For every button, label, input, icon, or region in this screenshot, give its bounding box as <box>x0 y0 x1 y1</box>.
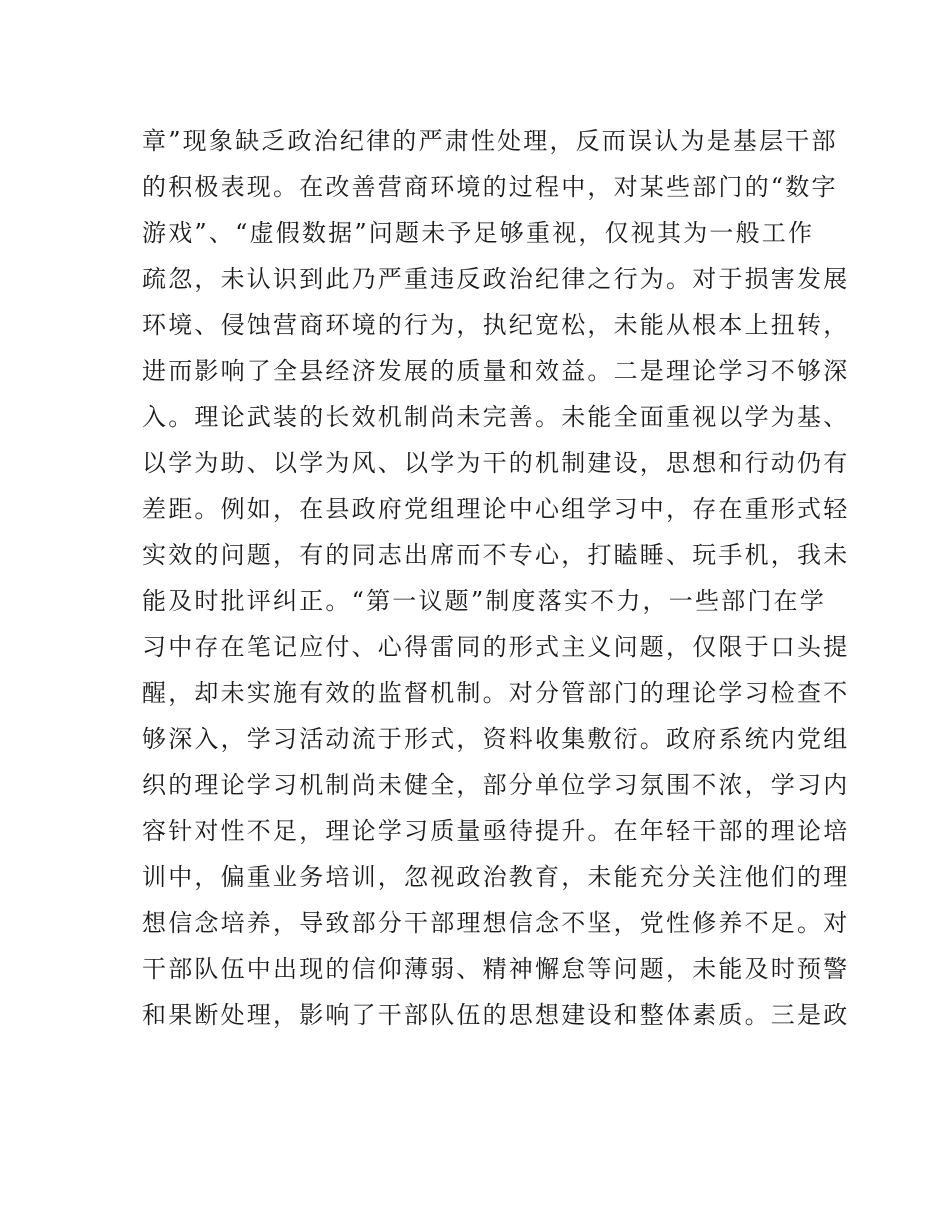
text-line: 入。理论武装的长效机制尚未完善。未能全面重视以学为基、 <box>142 403 850 431</box>
text-line: 干部队伍中出现的信仰薄弱、精神懈怠等问题，未能及时预警 <box>142 955 850 983</box>
text-line: 疏忽，未认识到此乃严重违反政治纪律之行为。对于损害发展 <box>142 265 850 293</box>
text-line: 差距。例如，在县政府党组理论中心组学习中，存在重形式轻 <box>142 495 850 523</box>
text-line: 的积极表现。在改善营商环境的过程中，对某些部门的“数字 <box>142 173 838 201</box>
text-line: 环境、侵蚀营商环境的行为，执纪宽松，未能从根本上扭转， <box>142 311 850 339</box>
text-line: 进而影响了全县经济发展的质量和效益。二是理论学习不够深 <box>142 357 850 385</box>
text-line: 章”现象缺乏政治纪律的严肃性处理，反而误认为是基层干部 <box>142 127 838 155</box>
text-line: 和果断处理，影响了干部队伍的思想建设和整体素质。三是政 <box>142 1001 850 1029</box>
body-text <box>142 118 850 1038</box>
text-line: 训中，偏重业务培训，忽视政治教育，未能充分关注他们的理 <box>142 863 850 891</box>
text-line: 织的理论学习机制尚未健全，部分单位学习氛围不浓，学习内 <box>142 771 850 799</box>
text-line: 实效的问题，有的同志出席而不专心，打瞌睡、玩手机，我未 <box>142 541 850 569</box>
text-line: 醒，却未实施有效的监督机制。对分管部门的理论学习检查不 <box>142 679 850 707</box>
text-line: 容针对性不足，理论学习质量亟待提升。在年轻干部的理论培 <box>142 817 850 845</box>
text-line: 够深入，学习活动流于形式，资料收集敷衍。政府系统内党组 <box>142 725 850 753</box>
text-line: 能及时批评纠正。“第一议题”制度落实不力，一些部门在学 <box>142 587 826 615</box>
text-line: 以学为助、以学为风、以学为干的机制建设，思想和行动仍有 <box>142 449 850 477</box>
text-line: 习中存在笔记应付、心得雷同的形式主义问题，仅限于口头提 <box>142 633 850 661</box>
text-line: 想信念培养，导致部分干部理想信念不坚，党性修养不足。对 <box>142 909 850 937</box>
text-line: 游戏”、“虚假数据”问题未予足够重视，仅视其为一般工作 <box>142 219 815 247</box>
